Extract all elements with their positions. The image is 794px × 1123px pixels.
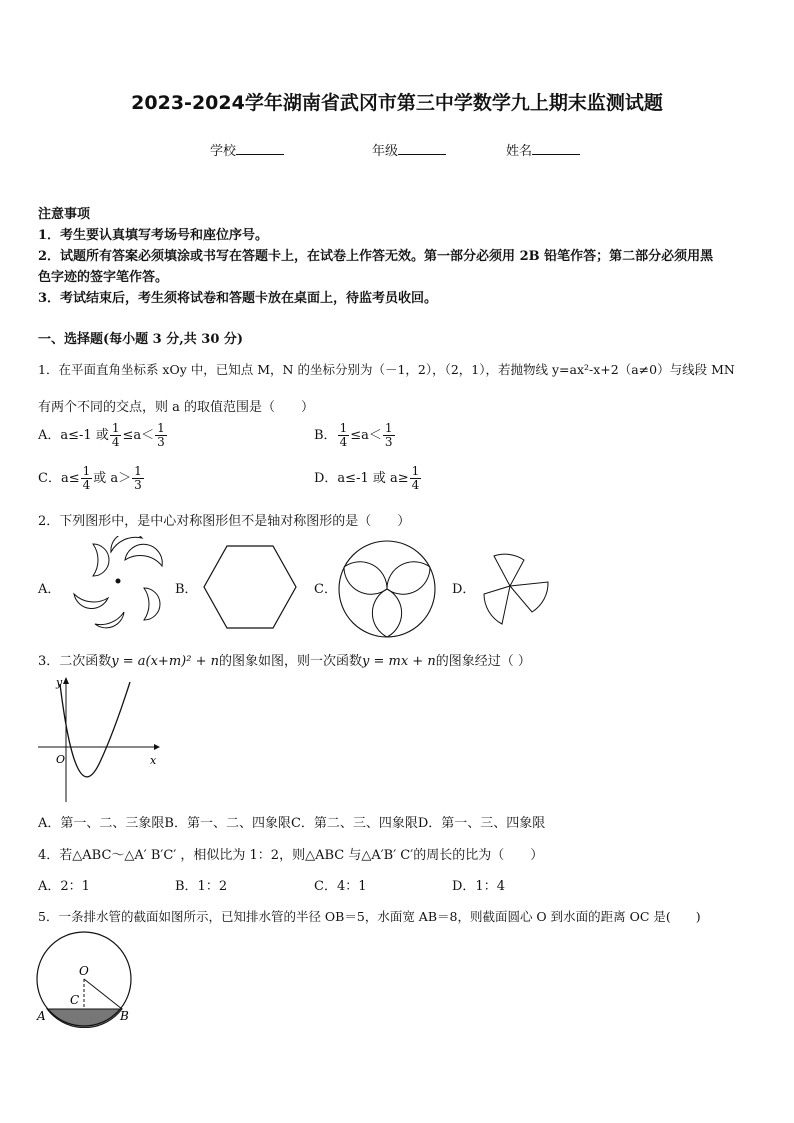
fraction: $\frac{1}{4}$	[111, 421, 120, 449]
note-item: 色字迹的签字笔作答。	[38, 270, 169, 285]
q3-options[interactable]: A．第一、二、三象限B．第一、二、四象限C．第二、三、四象限D．第一、三、四象限	[38, 816, 546, 831]
school-field[interactable]	[210, 140, 284, 159]
q2-option-b-label[interactable]: B．	[175, 582, 198, 597]
point-c-label: C	[70, 993, 80, 1007]
question-2-stem: 2．下列图形中，是中心对称图形但不是轴对称图形的是（ ）	[38, 514, 411, 529]
x-axis-label: x	[150, 754, 157, 767]
fraction: $\frac{1}{3}$	[384, 421, 393, 449]
point-a-label: A	[37, 1009, 46, 1023]
question-5-stem: 5．一条排水管的截面如图所示，已知排水管的半径 OB＝5，水面宽 AB＝8，则截面圆心 O 到水面的距离 OC 是( )	[38, 909, 701, 924]
school-label: 学校	[210, 144, 237, 159]
q4-option-c[interactable]: C．4：1	[314, 879, 367, 894]
name-field[interactable]	[506, 140, 580, 159]
section-heading: 一、选择题(每小题 3 分,共 30 分)	[38, 332, 244, 347]
question-1-line-1: 1．在平面直角坐标系 xOy 中，已知点 M，N 的坐标分别为（－1，2），（2，1），若抛物线 y=ax²-x+2（a≠0）与线段 MN	[38, 362, 735, 377]
q2-figure-c-circle-arcs	[336, 538, 438, 640]
name-label: 姓名	[506, 144, 533, 159]
grade-label: 年级	[372, 144, 399, 159]
point-o-label: O	[79, 964, 89, 978]
q1-option-b[interactable]: B． $\frac{1}{4}$ ≤a＜ $\frac{1}{3}$	[314, 421, 393, 449]
q2-option-a-label[interactable]: A．	[38, 582, 61, 597]
fraction: $\frac{1}{4}$	[82, 464, 91, 492]
q2-figure-b-hexagon	[200, 544, 300, 630]
question-1-line-2: 有两个不同的交点，则 a 的取值范围是（ ）	[38, 400, 315, 415]
fraction: $\frac{1}{4}$	[411, 464, 420, 492]
grade-field[interactable]	[372, 140, 446, 159]
note-item: 3．考试结束后，考生须将试卷和答题卡放在桌面上，待监考员收回。	[38, 291, 438, 306]
fraction: $\frac{1}{3}$	[157, 421, 165, 449]
notes-heading: 注意事项	[38, 207, 91, 222]
fraction: $\frac{1}{3}$	[134, 464, 142, 492]
q1-option-d[interactable]: D．a≤-1 或 a≥ $\frac{1}{4}$	[314, 464, 420, 492]
q4-option-d[interactable]: D．1：4	[452, 879, 505, 894]
note-item: 1．考生要认真填写考场号和座位序号。	[38, 228, 269, 243]
q2-figure-a-pinwheel	[68, 536, 168, 636]
q1-option-c[interactable]: C．a≤ $\frac{1}{4}$ 或 a＞ $\frac{1}{3}$	[38, 464, 142, 492]
note-item: 2．试题所有答案必须填涂或书写在答题卡上，在试卷上作答无效。第一部分必须用 2B 铅笔作答；第二部分必须用黑	[38, 249, 714, 264]
point-b-label: B	[120, 1009, 129, 1023]
name-blank[interactable]	[532, 142, 580, 155]
q4-option-a[interactable]: A．2：1	[38, 879, 90, 894]
origin-label: O	[56, 753, 66, 766]
q5-pipe-diagram	[34, 928, 138, 1028]
formula: y = a(x+m)² + n	[111, 654, 219, 669]
grade-blank[interactable]	[398, 142, 446, 155]
y-axis-label: y	[56, 676, 63, 689]
school-blank[interactable]	[236, 142, 284, 155]
fraction: $\frac{1}{4}$	[339, 421, 348, 449]
q3-parabola-graph	[36, 674, 166, 804]
q2-figure-d-blades	[480, 548, 556, 628]
question-3-stem: 3．二次函数y = a(x+m)² + n的图象如图，则一次函数y = mx + n的图象经过（ ）	[38, 654, 531, 669]
q2-option-d-label[interactable]: D．	[452, 582, 476, 597]
q1-option-a[interactable]: A．a≤-1 或 $\frac{1}{4}$ ≤a＜ $\frac{1}{3}$	[38, 421, 165, 449]
formula: y = mx + n	[362, 654, 436, 669]
q2-option-c-label[interactable]: C．	[314, 582, 337, 597]
q4-option-b[interactable]: B．1：2	[175, 879, 228, 894]
question-4-stem: 4．若△ABC～△A′ B′C′ ，相似比为 1：2，则△ABC 与△A′B′ C′的周长的比为（ ）	[38, 848, 544, 863]
page-title: 2023-2024学年湖南省武冈市第三中学数学九上期末监测试题	[131, 92, 663, 114]
